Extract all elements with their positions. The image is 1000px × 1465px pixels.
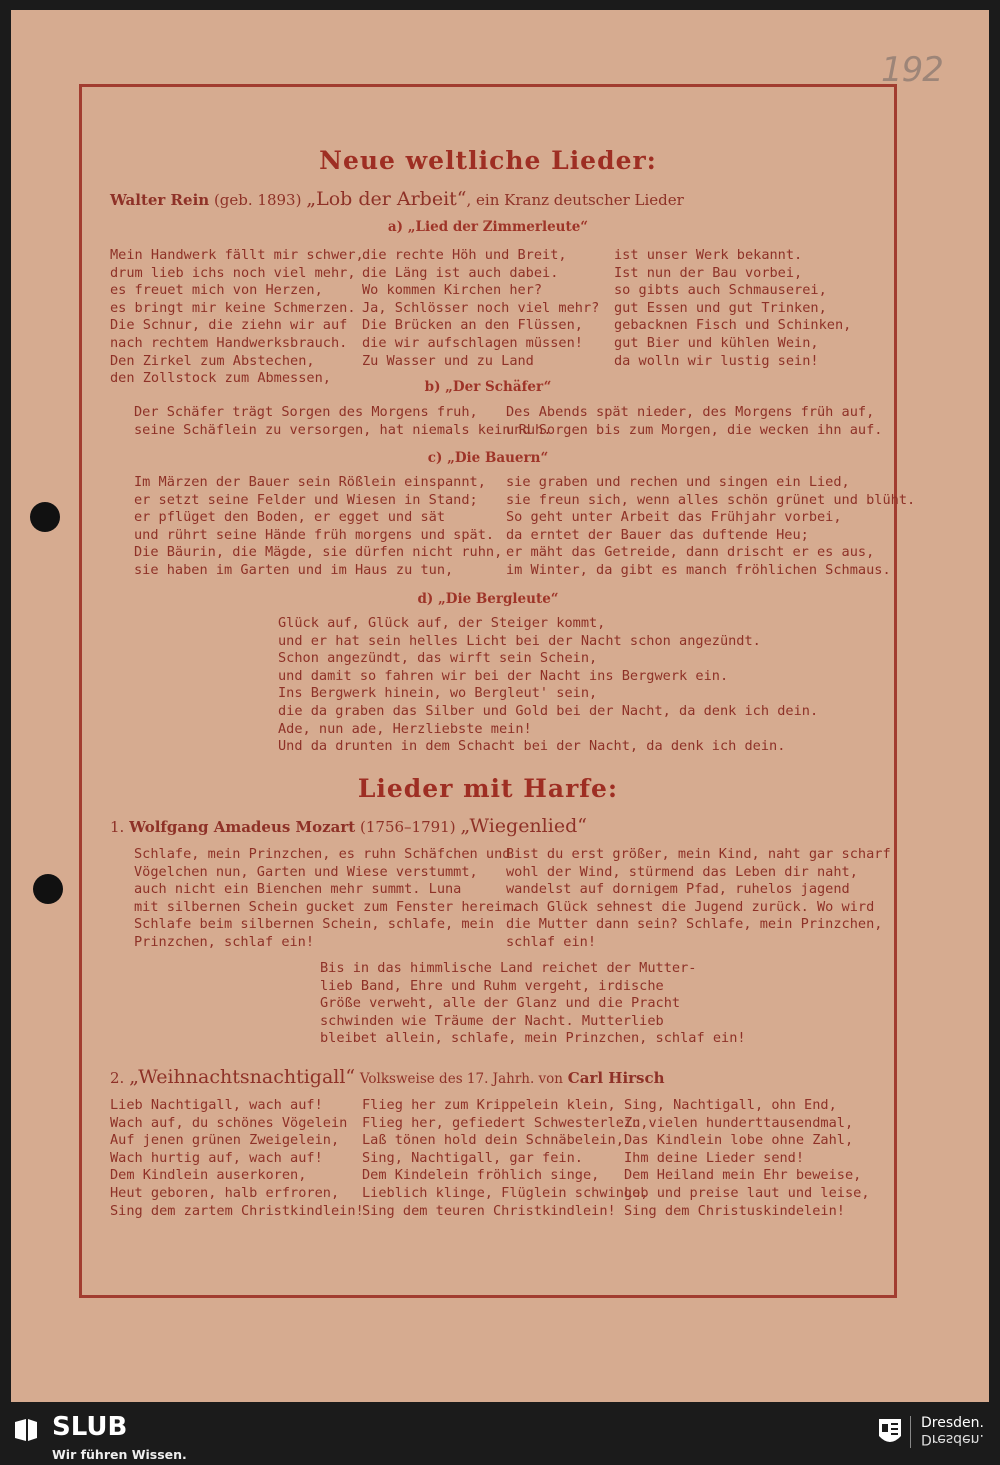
footer-tagline: Wir führen Wissen. [52, 1447, 187, 1462]
song-verse: Schlafe, mein Prinzchen, es ruhn Schäfchen und Vögelchen nun, Garten und Wiese verstummt, auch nicht ein Bienchen mehr summt. Luna mit silbernen Schein gucket zum Fenster herein. Schlafe beim silbernen Schein, schlafe, mein Prinzchen, schlaf ein! [134, 846, 519, 950]
song-verse: Lieb Nachtigall, wach auf! Wach auf, du schönes Vögelein Auf jenen grünen Zweigelein, Wach hurtig auf, wach auf! Dem Kindlein auserkoren, Heut geboren, halb erfroren, Sing dem zartem Christkindlein! [110, 1097, 364, 1219]
work-title: „Lob der Arbeit“ [306, 188, 467, 210]
footer-brand: SLUB [52, 1412, 128, 1442]
song-verse: Der Schäfer trägt Sorgen des Morgens fruh, seine Schäflein zu versorgen, hat niemals kein Ruh. [134, 404, 552, 438]
city-label: Dresden. [921, 1415, 984, 1431]
footer-city [921, 1416, 984, 1446]
song-heading: b) „Der Schäfer“ [424, 379, 552, 395]
song-verse: Sing, Nachtigall, ohn End, Zu vielen hunderttausendmal, Das Kindlein lobe ohne Zahl, Ihm deine Lieder send! Dem Heiland mein Ehr beweise, Lob und preise laut und leise, Sing dem Christuskindelein! [624, 1097, 870, 1219]
song-title: „Wiegenlied“ [460, 815, 587, 837]
footer-divider [910, 1416, 911, 1448]
arranger-name: Carl Hirsch [567, 1069, 665, 1087]
song-verse: Mein Handwerk fällt mir schwer, drum lieb ichs noch viel mehr, es freuet mich von Herzen, es bringt mir keine Schmerzen. Die Schnur, die ziehn wir auf nach rechtem Handwerksbrauch. Den Zirkel zum Abstechen, den Zollstock zum Abmessen, [110, 247, 364, 387]
song-description: Volksweise des 17. Jahrh. von [359, 1071, 564, 1087]
punch-hole [30, 502, 60, 532]
page-number: 192 [881, 50, 943, 90]
composer-line [110, 188, 684, 210]
song-verse: Glück auf, Glück auf, der Steiger kommt, und er hat sein helles Licht bei der Nacht schon angezündt. Schon angezündt, das wirft sein Schein, und damit so fahren wir bei der Nacht ins Bergwerk ein. Ins Bergwerk hinein, wo Bergleut' sein, die da graben das Silber und Gold bei der Nacht, da denk ich dein. Ade, nun ade, Herzliebste mein! Und da drunten in dem Schacht bei der Nacht, da denk ich dein. [278, 615, 819, 755]
song-verse: sie graben und rechen und singen ein Lied, sie freun sich, wenn alles schön grünet und blüht. So geht unter Arbeit das Frühjahr vorbei, da erntet der Bauer das duftende Heu; er mäht das Getreide, dann drischt er es aus, im Winter, da gibt es manch fröhlichen Schmaus. [506, 474, 916, 578]
song-title-line [110, 1066, 665, 1088]
composer-name: Walter Rein [110, 191, 210, 209]
song-verse: Des Abends spät nieder, des Morgens früh auf, und Sorgen bis zum Morgen, die wecken ihn auf. [506, 404, 883, 438]
song-verse: Bist du erst größer, mein Kind, naht gar scharf wohl der Wind, stürmend das Leben dir naht, wandelst auf dornigem Pfad, ruhelos jagend nach Glück sehnest die Jugend zurück. Wo wird die Mutter dann sein? Schlafe, mein Prinzchen, schlaf ein! [506, 846, 891, 950]
punch-hole [33, 874, 63, 904]
composer-years: (1756–1791) [360, 818, 456, 836]
song-number: 2. [110, 1069, 125, 1087]
section-title: Lieder mit Harfe: [357, 774, 619, 803]
section-title: Neue weltliche Lieder: [319, 146, 657, 175]
footer-bar [0, 1410, 1000, 1465]
song-verse: Im Märzen der Bauer sein Rößlein einspannt, er setzt seine Felder und Wiesen in Stand; er pflüget den Boden, er egget und sät und rührt seine Hände früh morgens und spät. Die Bäurin, die Mägde, sie dürfen nicht ruhn, sie haben im Garten und im Haus zu tun, [134, 474, 503, 578]
song-title: „Weihnachtsnachtigall“ [129, 1066, 356, 1088]
song-title-line [110, 815, 587, 837]
song-verse: Flieg her zum Krippelein klein, Flieg her, gefiedert Schwesterlein, Laß tönen hold dein Schnäbelein, Sing, Nachtigall, gar fein. Dem Kindelein fröhlich singe, Lieblich klinge, Flüglein schwinge, Sing dem teuren Christkindlein! [362, 1097, 649, 1219]
song-heading: a) „Lied der Zimmerleute“ [387, 219, 589, 235]
city-label-mirrored: Dresden. [921, 1431, 984, 1447]
composer-name: Wolfgang Amadeus Mozart [129, 818, 356, 836]
song-number: 1. [110, 818, 125, 836]
slub-logo-icon [12, 1416, 40, 1444]
song-heading: d) „Die Bergleute“ [417, 591, 559, 607]
song-verse: die rechte Höh und Breit, die Läng ist auch dabei. Wo kommen Kirchen her? Ja, Schlösser noch viel mehr? Die Brücken an den Flüssen, die wir aufschlagen müssen! Zu Wasser und zu Land [362, 247, 600, 369]
song-heading: c) „Die Bauern“ [427, 450, 549, 466]
song-verse: Bis in das himmlische Land reichet der Mutter- lieb Band, Ehre und Ruhm vergeht, irdische Größe verweht, alle der Glanz und die Pracht schwinden wie Träume der Nacht. Mutterlieb bleibet allein, schlafe, mein Prinzchen, schlaf ein! [320, 960, 746, 1047]
song-verse: ist unser Werk bekannt. Ist nun der Bau vorbei, so gibts auch Schmauserei, gut Essen und gut Trinken, gebacknen Fisch und Schinken, gut Bier und kühlen Wein, da wolln wir lustig sein! [614, 247, 852, 369]
work-suffix: , ein Kranz deutscher Lieder [466, 191, 684, 209]
dresden-crest-icon [878, 1418, 902, 1448]
composer-birth: (geb. 1893) [213, 191, 302, 209]
